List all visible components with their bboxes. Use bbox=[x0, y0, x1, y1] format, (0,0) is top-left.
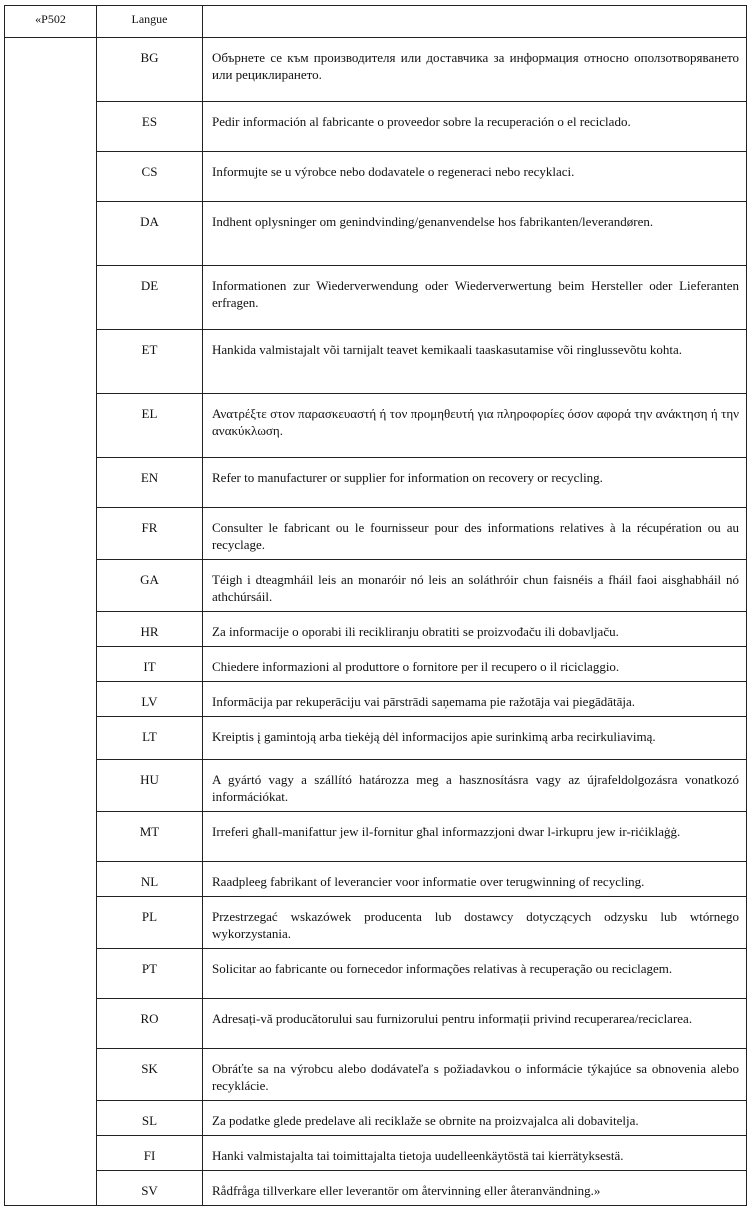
statement-text: Informujte se u výrobce nebo dodavatele o regeneraci nebo recyklaci. bbox=[203, 152, 747, 202]
text-column-header bbox=[203, 6, 747, 38]
language-code: DE bbox=[97, 266, 203, 330]
statement-text: Indhent oplysninger om genindvinding/genanvendelse hos fabrikanten/leverandøren. bbox=[203, 202, 747, 266]
table-header-row bbox=[5, 6, 747, 38]
statement-text: Consulter le fabricant ou le fournisseur pour des informations relatives à la récupération ou au recyclage. bbox=[203, 508, 747, 560]
language-code: BG bbox=[97, 38, 203, 102]
language-code: LV bbox=[97, 682, 203, 717]
statement-text: Rådfråga tillverkare eller leverantör om återvinning eller återanvändning.» bbox=[203, 1171, 747, 1206]
table-row bbox=[5, 647, 747, 682]
statement-text: Za podatke glede predelave ali reciklaže se obrnite na proizvajalca ali dobavitelja. bbox=[203, 1101, 747, 1136]
code-cell bbox=[5, 1101, 97, 1136]
table-row bbox=[5, 999, 747, 1049]
language-code: HU bbox=[97, 760, 203, 812]
code-cell bbox=[5, 508, 97, 560]
statement-text: Chiedere informazioni al produttore o fornitore per il recupero o il riciclaggio. bbox=[203, 647, 747, 682]
table-row bbox=[5, 394, 747, 458]
language-code: FI bbox=[97, 1136, 203, 1171]
language-column-header: Langue bbox=[97, 6, 203, 38]
language-code: SV bbox=[97, 1171, 203, 1206]
statement-text: Téigh i dteagmháil leis an monaróir nó leis an soláthróir chun faisnéis a fháil faoi aisghabháil nó athchúrsáil. bbox=[203, 560, 747, 612]
code-cell bbox=[5, 330, 97, 394]
statement-code-header: «P502 bbox=[5, 6, 97, 38]
table-row bbox=[5, 812, 747, 862]
table-row bbox=[5, 458, 747, 508]
language-code: ES bbox=[97, 102, 203, 152]
code-cell bbox=[5, 949, 97, 999]
table-row bbox=[5, 266, 747, 330]
table-row bbox=[5, 560, 747, 612]
language-code: DA bbox=[97, 202, 203, 266]
language-code: SL bbox=[97, 1101, 203, 1136]
statement-text: Обърнете се към производителя или доставчика за информация относно оползотворяването или рециклирането. bbox=[203, 38, 747, 102]
language-code: LT bbox=[97, 717, 203, 760]
code-cell bbox=[5, 682, 97, 717]
table-row bbox=[5, 682, 747, 717]
code-cell bbox=[5, 999, 97, 1049]
table-row bbox=[5, 1136, 747, 1171]
language-code: EN bbox=[97, 458, 203, 508]
code-cell bbox=[5, 458, 97, 508]
statement-text: Adresați-vă producătorului sau furnizorului pentru informații privind recuperarea/reciclarea. bbox=[203, 999, 747, 1049]
table-row bbox=[5, 508, 747, 560]
code-cell bbox=[5, 760, 97, 812]
table-row bbox=[5, 1101, 747, 1136]
code-cell bbox=[5, 1136, 97, 1171]
code-cell bbox=[5, 266, 97, 330]
language-code: ET bbox=[97, 330, 203, 394]
language-code: HR bbox=[97, 612, 203, 647]
table-row bbox=[5, 717, 747, 760]
code-cell bbox=[5, 1049, 97, 1101]
code-cell bbox=[5, 897, 97, 949]
statement-text: Ανατρέξτε στον παρασκευαστή ή τον προμηθευτή για πληροφορίες όσον αφορά την ανάκτηση ή την ανακύκλωση. bbox=[203, 394, 747, 458]
statement-text: Za informacije o oporabi ili recikliranju obratiti se proizvođaču ili dobavljaču. bbox=[203, 612, 747, 647]
code-cell bbox=[5, 38, 97, 102]
code-cell bbox=[5, 647, 97, 682]
code-cell bbox=[5, 612, 97, 647]
statement-text: Pedir información al fabricante o proveedor sobre la recuperación o el reciclado. bbox=[203, 102, 747, 152]
code-cell bbox=[5, 717, 97, 760]
code-cell bbox=[5, 152, 97, 202]
code-cell bbox=[5, 812, 97, 862]
statement-text: Raadpleeg fabrikant of leverancier voor informatie over terugwinning of recycling. bbox=[203, 862, 747, 897]
statement-text: Informācija par rekuperāciju vai pārstrādi saņemama pie ražotāja vai piegādātāja. bbox=[203, 682, 747, 717]
table-row bbox=[5, 862, 747, 897]
table-row bbox=[5, 330, 747, 394]
code-cell bbox=[5, 202, 97, 266]
table-row bbox=[5, 949, 747, 999]
table-row bbox=[5, 1171, 747, 1206]
language-code: IT bbox=[97, 647, 203, 682]
code-cell bbox=[5, 560, 97, 612]
language-code: MT bbox=[97, 812, 203, 862]
code-cell bbox=[5, 394, 97, 458]
language-code: RO bbox=[97, 999, 203, 1049]
statement-text: Obráťte sa na výrobcu alebo dodávateľa s požiadavkou o informácie týkajúce sa obnovenia alebo recyklácie. bbox=[203, 1049, 747, 1101]
language-code: FR bbox=[97, 508, 203, 560]
language-code: PL bbox=[97, 897, 203, 949]
statement-text: Irreferi għall-manifattur jew il-fornitur għal informazzjoni dwar l-irkupru jew ir-riċiklaġġ. bbox=[203, 812, 747, 862]
statement-text: Kreiptis į gamintoją arba tiekėją dėl informacijos apie surinkimą arba recirkuliavimą. bbox=[203, 717, 747, 760]
table-row bbox=[5, 152, 747, 202]
language-code: GA bbox=[97, 560, 203, 612]
language-code: PT bbox=[97, 949, 203, 999]
table-row bbox=[5, 202, 747, 266]
language-code: NL bbox=[97, 862, 203, 897]
table-row bbox=[5, 612, 747, 647]
language-code: CS bbox=[97, 152, 203, 202]
table-row bbox=[5, 38, 747, 102]
table-row bbox=[5, 897, 747, 949]
table-row bbox=[5, 102, 747, 152]
statement-text: A gyártó vagy a szállító határozza meg a hasznosításra vagy az újrafeldolgozásra vonatkozó információkat. bbox=[203, 760, 747, 812]
precautionary-statement-table bbox=[4, 5, 747, 1206]
table-row bbox=[5, 1049, 747, 1101]
code-cell bbox=[5, 1171, 97, 1206]
language-code: SK bbox=[97, 1049, 203, 1101]
code-cell bbox=[5, 862, 97, 897]
statement-text: Przestrzegać wskazówek producenta lub dostawcy dotyczących odzysku lub wtórnego wykorzystania. bbox=[203, 897, 747, 949]
statement-text: Hankida valmistajalt või tarnijalt teavet kemikaali taaskasutamise või ringlussevõtu kohta. bbox=[203, 330, 747, 394]
language-code: EL bbox=[97, 394, 203, 458]
statement-text: Hanki valmistajalta tai toimittajalta tietoja uudelleenkäytöstä tai kierrätyksestä. bbox=[203, 1136, 747, 1171]
statement-text: Refer to manufacturer or supplier for information on recovery or recycling. bbox=[203, 458, 747, 508]
statement-text: Solicitar ao fabricante ou fornecedor informações relativas à recuperação ou reciclagem. bbox=[203, 949, 747, 999]
code-cell bbox=[5, 102, 97, 152]
statement-text: Informationen zur Wiederverwendung oder Wiederverwertung beim Hersteller oder Lieferanten erfragen. bbox=[203, 266, 747, 330]
table-row bbox=[5, 760, 747, 812]
